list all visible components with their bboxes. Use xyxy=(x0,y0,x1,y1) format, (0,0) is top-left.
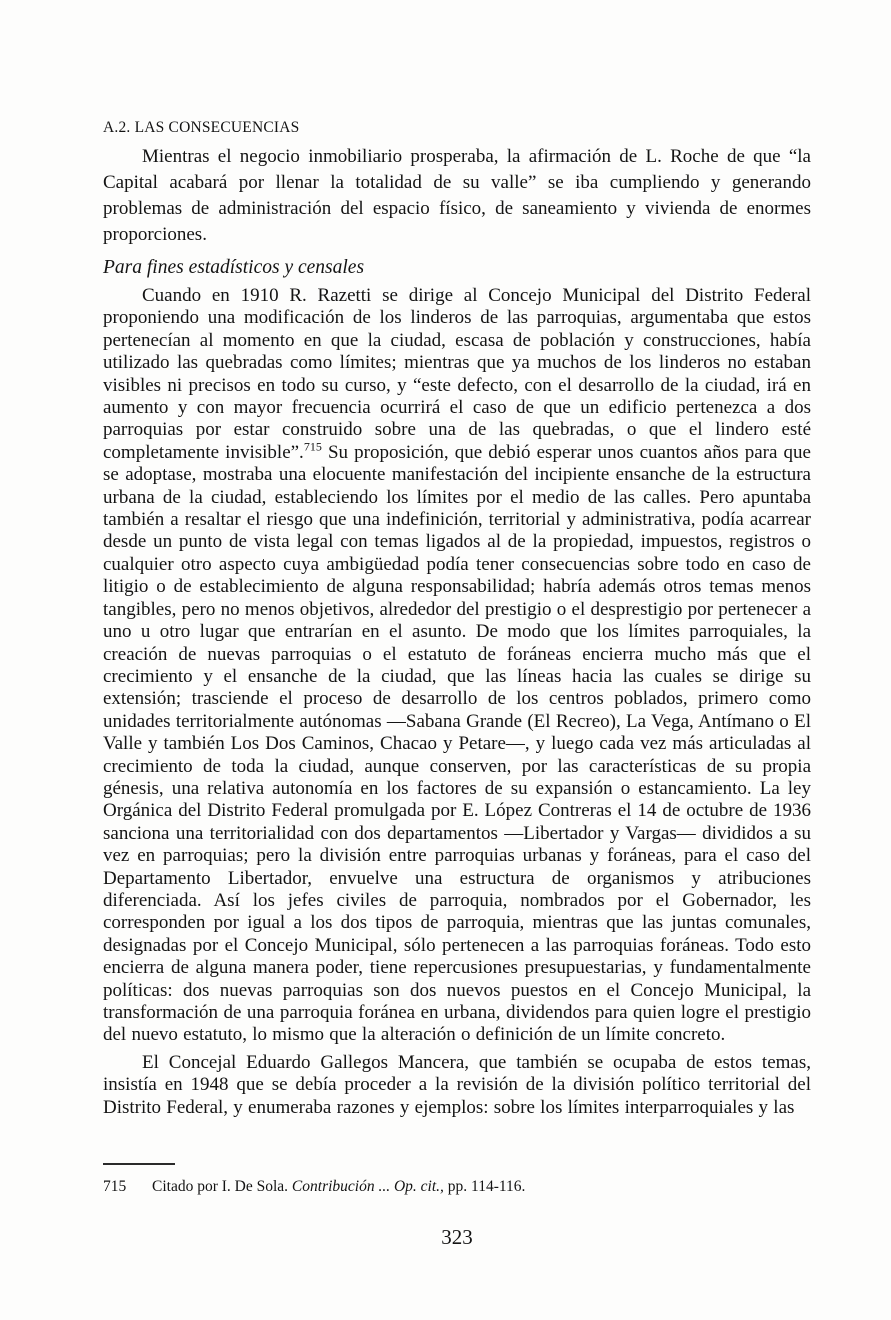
paragraph-gallegos-mancera: El Concejal Eduardo Gallegos Mancera, que también se ocupaba de estos temas, insistía en 1948 que se debía proceder a la revisión de la división político territorial del Distrito Federal, y enumeraba razones y ejemplos: sobre los límites interparroquiales y las xyxy=(103,1051,811,1118)
footnote-number: 715 xyxy=(103,1178,127,1195)
subheading-para-fines: Para fines estadísticos y censales xyxy=(103,257,365,278)
footnote-715 xyxy=(103,1177,811,1197)
footnote-reference-715: 715 xyxy=(303,439,322,454)
section-header: A.2. LAS CONSECUENCIAS xyxy=(103,119,300,136)
footnote-separator-rule xyxy=(103,1163,175,1165)
footnote-citation-start: Citado por I. De Sola. xyxy=(152,1178,292,1195)
footnote-text xyxy=(152,1177,525,1197)
text-block xyxy=(103,118,811,1119)
footnote-citation-italic: Contribución ... Op. cit., xyxy=(291,1178,444,1195)
para2-text-before-note: Cuando en 1910 R. Razetti se dirige al Concejo Municipal del Distrito Federal proponiendo una modificación de los linderos de las parroquias, argumentaba que estos pertenecían al momento en que la ciudad, escasa de población y construcciones, había utilizado las quebradas como límites; mientras que ya muchos de los linderos no estaban visibles ni precisos en todo su curso, y “este defecto, con el desarrollo de la ciudad, irá en aumento y con mayor frecuencia ocurrirá el caso de que un edificio pertenezca a dos parroquias por estar construido sobre una de las quebradas, o que el lindero esté completamente invisible”. xyxy=(103,285,811,463)
footnote-citation-pages: pp. 114-116. xyxy=(443,1178,526,1195)
paragraph-razetti xyxy=(103,285,811,1047)
page-number: 323 xyxy=(441,1225,473,1249)
footnote-area xyxy=(103,1163,811,1197)
para2-text-after-note: Su proposición, que debió esperar unos cuantos años para que se adoptase, mostraba una elocuente manifestación del incipiente ensanche de la estructura urbana de la ciudad, estableciendo los límites por el medio de las calles. Pero apuntaba también a resaltar el riesgo que una indefinición, territorial y administrativa, podía acarrear desde un punto de vista legal con temas ligados al de la propiedad, impuestos, registros o cualquier otro aspecto cuya ambigüedad podía tener consecuencias sobre todo en caso de litigio o de establecimiento de alguna responsabilidad; habría además otros temas menos tangibles, pero no menos objetivos, alrededor del prestigio o el desprestigio por pertenecer a uno u otro lugar que entrarían en el asunto. De modo que los límites parroquiales, la creación de nuevas parroquias o el estatuto de foráneas encierra mucho más que el crecimiento y el ensanche de la ciudad, que las líneas hacia las cuales se dirige su extensión; trasciende el proceso de desarrollo de los centros poblados, primero como unidades territorialmente autónomas —Sabana Grande (El Recreo), La Vega, Antímano o El Valle y también Los Dos Caminos, Chacao y Petare—, y luego cada vez más articuladas al crecimiento de toda la ciudad, aunque conserven, por las características de su propia génesis, una relativa autonomía en los factores de su expansión o estancamiento. La ley Orgánica del Distrito Federal promulgada por E. López Contreras el 14 de octubre de 1936 sanciona una territorialidad con dos departamentos —Libertador y Vargas— divididos a su vez en parroquias; pero la división entre parroquias urbanas y foráneas, para el caso del Departamento Libertador, envuelve una estructura de organismos y atribuciones diferenciada. Así los jefes civiles de parroquia, nombrados por el Gobernador, les corresponden por igual a los dos tipos de parroquia, mientras que las juntas comunales, designadas por el Concejo Municipal, sólo pertenecen a las parroquias foráneas. Todo esto encierra de alguna manera poder, tiene repercusiones presupuestarias, y fundamentalmente políticas: dos nuevas parroquias son dos nuevos puestos en el Concejo Municipal, la transformación de una parroquia foránea en urbana, dividendos para quien logre el prestigio del nuevo estatuto, lo mismo que la alteración o definición de un límite concreto. xyxy=(103,441,811,1046)
paragraph-intro: Mientras el negocio inmobiliario prosperaba, la afirmación de L. Roche de que “la Capital acabará por llenar la totalidad de su valle” se iba cumpliendo y generando problemas de administración del espacio físico, de saneamiento y vivienda de enormes proporciones. xyxy=(103,146,811,245)
